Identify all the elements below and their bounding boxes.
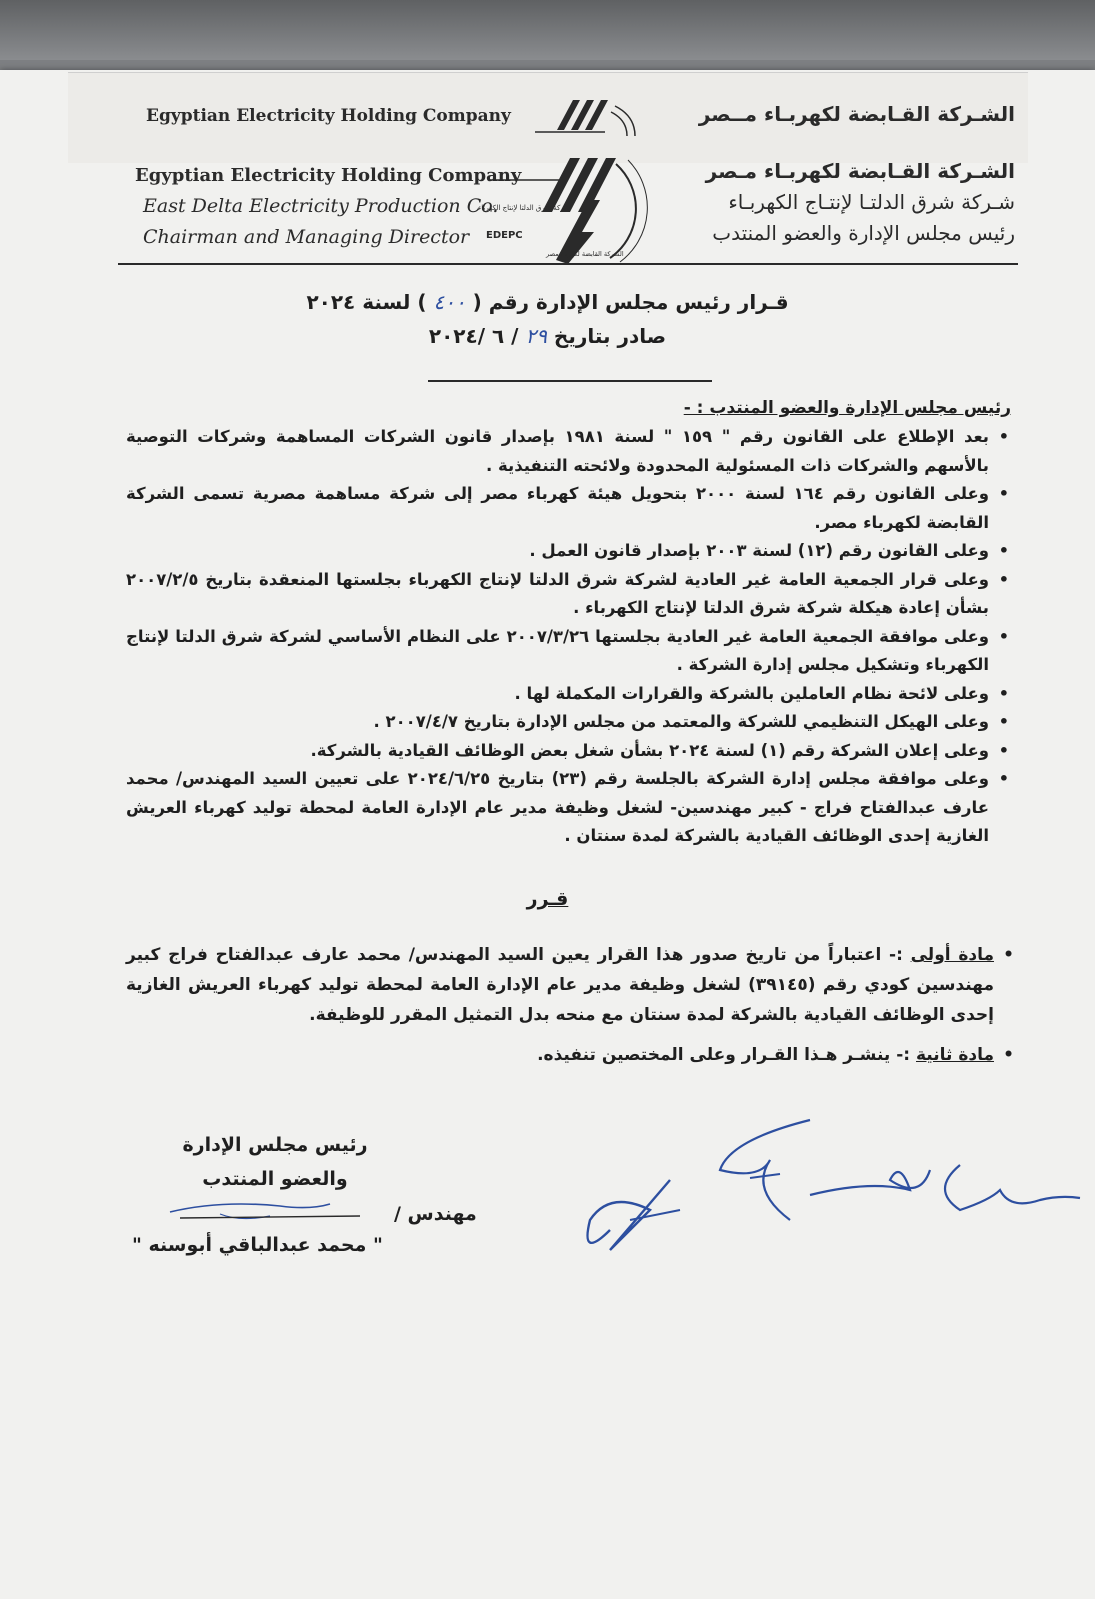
letterhead [0,150,1095,270]
clause-item: • وعلى لائحة نظام العاملين بالشركة والقرارات المكملة لها . [126,680,1011,709]
article-text: :- اعتباراً من تاريخ صدور هذا القرار يعين السيد المهندس/ محمد عارف عبدالفتاح فراج كبير مهندسين كودي رقم (٣٩١٤٥) لشغل وظيفة مدير عام الإدارة العامة لمحطة توليد كهرباء العريش الغازية إحدى الوظائف القيادية بالشركة لمدة سنتان مع منحه بدل التمثيل المقرر للوظيفة. [126,945,994,1025]
article-label: مادة ثانية [916,1045,994,1065]
ar-company-name: الشـركة القـابضة لكهربـاء مـصر [705,159,1015,183]
signatory-name: " محمد عبدالباقي أبوسنه " [132,1234,383,1256]
article-text: :- ينشـر هـذا القـرار وعلى المختصين تنفيذه. [537,1045,911,1065]
back-page-header [0,96,1095,146]
clause-item: • وعلى إعلان الشركة رقم (١) لسنة ٢٠٢٤ بشأن شغل بعض الوظائف القيادية بالشركة. [126,737,1011,766]
en-position: Chairman and Managing Director [143,226,470,248]
signatory-line-2: والعضو المنتدب [202,1168,348,1190]
articles-list [126,940,1016,1070]
date-day: ٢٩ [525,324,547,348]
letterhead-english [135,160,521,253]
ar-position: رئيس مجلس الإدارة والعضو المنتدب [712,221,1015,245]
en-subsidiary-name: East Delta Electricity Production Co. [143,195,499,217]
back-en-company: Egyptian Electricity Holding Company [146,106,511,126]
title-line-2 [0,324,1095,348]
back-ar-company: الشـركة القـابضة لكهربـاء مــصر [698,102,1015,126]
article-item [126,1040,1016,1070]
date-rest: / ٦ /٢٠٢٤ [428,324,519,348]
clause-item: • وعلى الهيكل التنظيمي للشركة والمعتمد من مجلس الإدارة بتاريخ ٢٠٠٧/٤/٧ . [126,708,1011,737]
edepc-logo-icon [470,150,660,268]
clause-item: • وعلى القانون رقم (١٢) لسنة ٢٠٠٣ بإصدار قانون العمل . [126,537,1011,566]
decision-number: ٤٠٠ [433,290,466,314]
title-underline [428,380,712,382]
title-suffix: ) لسنة ٢٠٢٤ [306,290,427,314]
clause-item: • وعلى قرار الجمعية العامة غير العادية لشركة شرق الدلتا لإنتاج الكهرباء بجلستها المنعقدة بتاريخ ٢٠٠٧/٢/٥ بشأن إعادة هيكلة شركة شرق الدلتا لإنتاج الكهرباء . [126,566,1011,623]
title-line-1 [0,290,1095,314]
background-sheet [0,0,1095,60]
decision-title [0,290,1095,348]
letterhead-arabic [706,156,1015,249]
engineer-label: مهندس / [394,1203,477,1225]
clause-item: • بعد الإطلاع على القانون رقم " ١٥٩ " لسنة ١٩٨١ بإصدار قانون الشركات المساهمة وشركات التوصية بالأسهم والشركات ذات المسئولية المحدودة ولائحته التنفيذية . [126,423,1011,480]
small-signature [160,1192,370,1232]
clause-item: • وعلى موافقة مجلس إدارة الشركة بالجلسة رقم (٢٣) بتاريخ ٢٠٢٤/٦/٢٥ على تعيين السيد المهندس/ محمد عارف عبدالفتاح فراج - كبير مهندسين- لشغل وظيفة مدير عام الإدارة العامة لمحطة توليد كهرباء العريش الغازية إحدى الوظائف القيادية بالشركة لمدة سنتان . [126,765,1011,851]
addressee: رئيس مجلس الإدارة والعضو المنتدب : - [683,398,1011,418]
header-divider [118,263,1018,265]
article-item [126,940,1016,1030]
handwritten-signature [570,1110,1090,1260]
clause-item: • وعلى موافقة الجمعية العامة غير العادية بجلستها ٢٠٠٧/٣/٢٦ على النظام الأساسي لشركة شرق الدلتا لإنتاج الكهرباء وتشكيل مجلس إدارة الشركة . [126,623,1011,680]
date-prefix: صادر بتاريخ [553,324,667,348]
clause-item: • وعلى القانون رقم ١٦٤ لسنة ٢٠٠٠ بتحويل هيئة كهرباء مصر إلى شركة مساهمة مصرية تسمى الشركة القابضة لكهرباء مصر. [126,480,1011,537]
signatory-title [160,1128,390,1196]
article-label: مادة أولى [910,945,994,965]
decided-heading: قـرر [526,888,569,910]
title-prefix: قـرار رئيس مجلس الإدارة رقم ( [472,290,789,314]
logo-ring-text: الشركة القابضة لكهرباء مصر [546,250,624,258]
back-logo-icon [535,96,645,140]
preamble-clauses [126,423,1011,851]
ar-subsidiary-name: شـركة شرق الدلتـا لإنتـاج الكهربـاء [728,190,1015,214]
signatory-line-1: رئيس مجلس الإدارة [182,1134,368,1156]
logo-text: شركة شرق الدلتا لإنتاج الكهرباء [478,204,571,212]
en-company-name: Egyptian Electricity Holding Company [135,165,522,186]
logo-abbrev: EDEPC [486,230,523,241]
